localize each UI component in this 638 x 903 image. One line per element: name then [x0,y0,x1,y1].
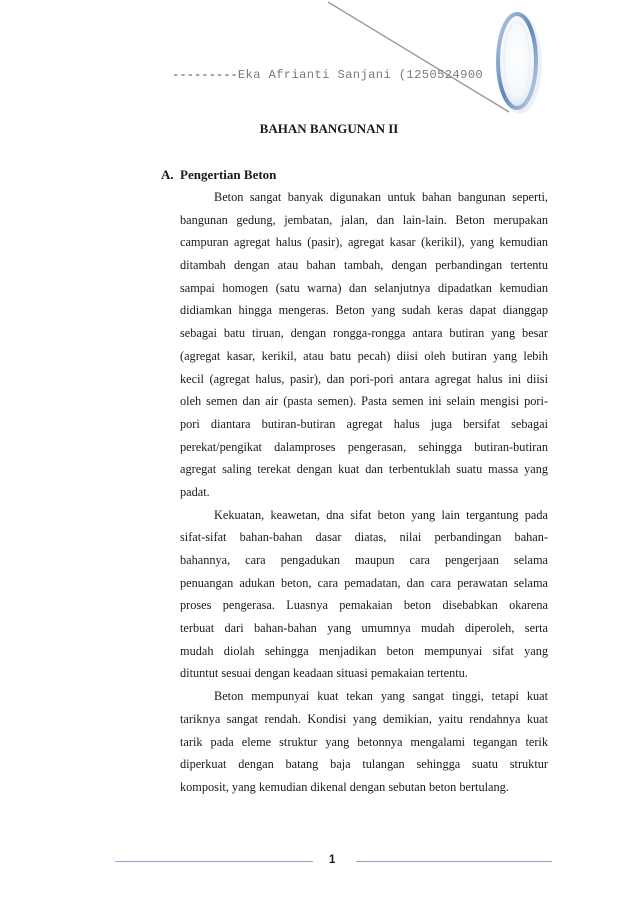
paragraph-line: sebagai batu tiruan, dengan rongga-rongga antara butiran yang besar [180,326,548,341]
section-number: A. [161,167,174,182]
paragraph-line: Beton sangat banyak digunakan untuk bahan bangunan seperti, [214,190,548,204]
paragraph-line: tarik pada eleme struktur yang betonnya mengalami tegangan terik [180,734,548,749]
paragraph-line: penuangan adukan beton, cara pemadatan, dan cara perawatan selama [180,575,548,590]
paragraph-line: sifat-sifat bahan-bahan dasar diatas, nilai perbandingan bahan- [180,530,548,545]
magnifier-handle [328,2,509,112]
paragraph-line: (agregat kasar, kerikil, atau batu pecah) diisi oleh butiran yang lebih [180,348,548,363]
page-title: BAHAN BANGUNAN II [259,121,399,136]
paragraph-line: terbuat dari bahan-bahan yang umumnya mudah diperoleh, serta [180,621,548,636]
paragraph [180,504,548,686]
paragraph-line: sampai homogen (satu warna) dan selanjutnya dipadatkan kemudian [180,280,548,295]
paragraph-line: mudah diolah sehingga menjadikan beton mempunyai sifat yang [180,643,548,658]
paragraph-line: padat. [180,484,210,499]
paragraph-line: tariknya sangat rendah. Kondisi yang demikian, yaitu rendahnya kuat [180,711,548,726]
paragraph-line: proses pengerasa. Luasnya pemakaian beton disebabkan okarena [180,598,548,613]
section-heading [161,167,276,183]
paragraph-line: agregat saling terekat dengan kuat dan terbentuklah suatu massa yang [180,462,548,477]
paragraph-line: didiamkan hingga mengeras. Beton yang sudah keras dapat dianggap [180,303,548,318]
paragraph [180,685,548,798]
header-author: Eka Afrianti Sanjani (1250524900 [237,68,484,82]
paragraph-line: kecil (agregat halus, pasir), dan pori-pori antara agregat halus ini diisi [180,371,548,386]
paragraph-line: perekat/pengikat dalamproses pengerasan, sehingga butiran-butiran [180,439,548,454]
paragraph-line: campuran agregat halus (pasir), agregat kasar (kerikil), yang kemudian [180,235,548,250]
paragraph-line: dituntut sesuai dengan keadaan situasi pemakaian tertentu. [180,666,468,681]
paragraph [180,186,548,504]
footer-rule-left [115,861,313,862]
paragraph-line: bahannya, cara pengadukan maupun cara pengerjaan selama [180,553,548,567]
paragraph-line: diperkuat dengan batang baja tulangan sehingga suatu struktur [180,757,548,772]
paragraph-line: ditambah dengan atau bahan tambah, dengan perbandingan tertentu [180,258,548,273]
paragraph-line: komposit, yang kemudian dikenal dengan sebutan beton bertulang. [180,779,509,794]
body-text [180,186,548,799]
paragraph-line: bangunan gedung, jembatan, jalan, dan lain-lain. Beton merupakan [180,212,548,227]
paragraph-line: oleh semen dan air (pasta semen). Pasta semen ini selain mengisi pori- [180,394,548,409]
paragraph-line: Beton mempunyai kuat tekan yang sangat tinggi, tetapi kuat [214,689,548,704]
page-number: 1 [329,854,336,866]
paragraph-line: pori diantara butiran-butiran agregat halus juga bersifat sebagai [180,416,548,431]
footer-rule-right [356,861,552,862]
section-title: Pengertian Beton [180,167,277,182]
header-dashes: --------- [172,68,238,82]
paragraph-line: Kekuatan, keawetan, dna sifat beton yang lain tergantung pada [214,507,548,522]
running-header [172,68,483,82]
